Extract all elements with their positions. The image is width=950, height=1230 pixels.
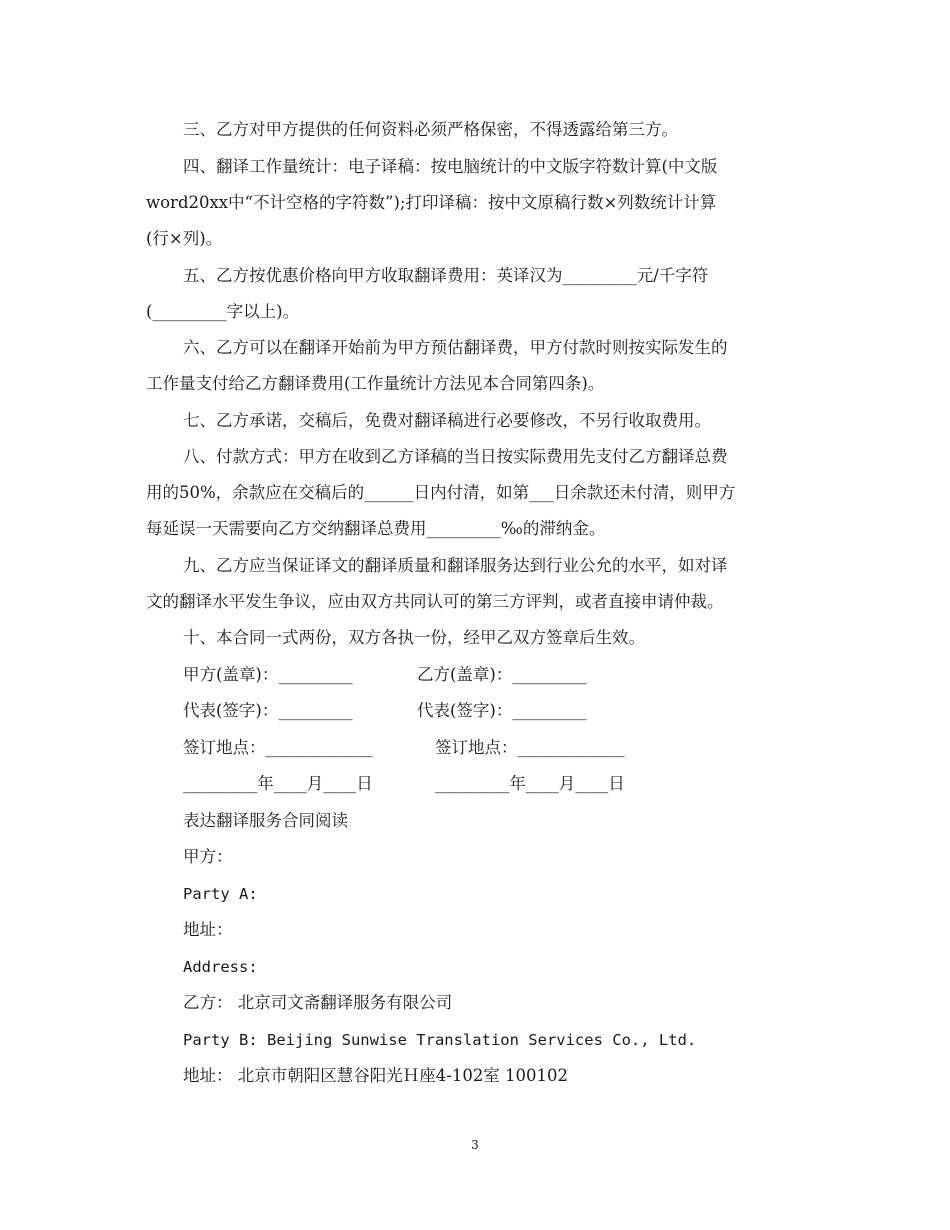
party-a-place-field: 签订地点：_____________ [183, 738, 373, 757]
party-a-date-field: _________年____月____日 [183, 774, 373, 793]
page-number: 3 [471, 1138, 479, 1152]
clause-3: 三、乙方对甲方提供的任何资料必须严格保密，不得透露给第三方。 [183, 120, 678, 139]
section-title: 表达翻译服务合同阅读 [183, 811, 348, 830]
clause-4-line-2: word20xx中“不计空格的字符数”);打印译稿：按中文原稿行数×列数统计计算 [146, 193, 717, 212]
party-b-rep-field: 代表(签字)：_________ [417, 701, 587, 720]
clause-10: 十、本合同一式两份，双方各执一份，经甲乙双方签章后生效。 [183, 628, 645, 647]
party-a-rep-field: 代表(签字)：_________ [183, 701, 353, 720]
party-b-address-cn: 地址： 北京市朝阳区慧谷阳光Ｈ座4-102室 100102 [183, 1066, 569, 1085]
address-label-cn: 地址： [183, 920, 233, 939]
party-b-place-field: 签订地点：_____________ [435, 738, 625, 757]
party-b-date-field: _________年____月____日 [435, 774, 625, 793]
address-label-en: Address: [183, 958, 258, 976]
clause-4-line-3: (行×列)。 [146, 229, 223, 248]
party-b-seal-field: 乙方(盖章)：_________ [417, 665, 587, 684]
party-b-name-en: Party B: Beijing Sunwise Translation Services Co., Ltd. [183, 1031, 697, 1049]
clause-6-line-2: 工作量支付给乙方翻译费用(工作量统计方法见本合同第四条)。 [146, 374, 605, 393]
clause-8-line-2: 用的50%，余款应在交稿后的______日内付清，如第___日余款还未付清，则甲方 [146, 483, 736, 502]
clause-5-line-1: 五、乙方按优惠价格向甲方收取翻译费用：英译汉为_________元/千字符 [183, 266, 709, 285]
clause-9-line-2: 文的翻译水平发生争议，应由双方共同认可的第三方评判，或者直接申请仲裁。 [146, 592, 724, 611]
clause-6-line-1: 六、乙方可以在翻译开始前为甲方预估翻译费，甲方付款时则按实际发生的 [183, 338, 728, 357]
clause-8-line-3: 每延误一天需要向乙方交纳翻译总费用_________‰的滞纳金。 [146, 519, 606, 538]
clause-5-line-2: (_________字以上)。 [146, 302, 300, 321]
clause-9-line-1: 九、乙方应当保证译文的翻译质量和翻译服务达到行业公允的水平，如对译 [183, 556, 728, 575]
clause-8-line-1: 八、付款方式：甲方在收到乙方译稿的当日按实际费用先支付乙方翻译总费 [183, 447, 728, 466]
clause-4-line-1: 四、翻译工作量统计：电子译稿：按电脑统计的中文版字符数计算(中文版 [183, 157, 718, 176]
party-a-label-en: Party A: [183, 885, 258, 903]
party-a-label-cn: 甲方： [183, 847, 233, 866]
party-b-name-cn: 乙方： 北京司文斋翻译服务有限公司 [183, 993, 453, 1012]
party-a-seal-field: 甲方(盖章)：_________ [183, 665, 353, 684]
clause-7: 七、乙方承诺，交稿后，免费对翻译稿进行必要修改，不另行收取费用。 [183, 411, 711, 430]
